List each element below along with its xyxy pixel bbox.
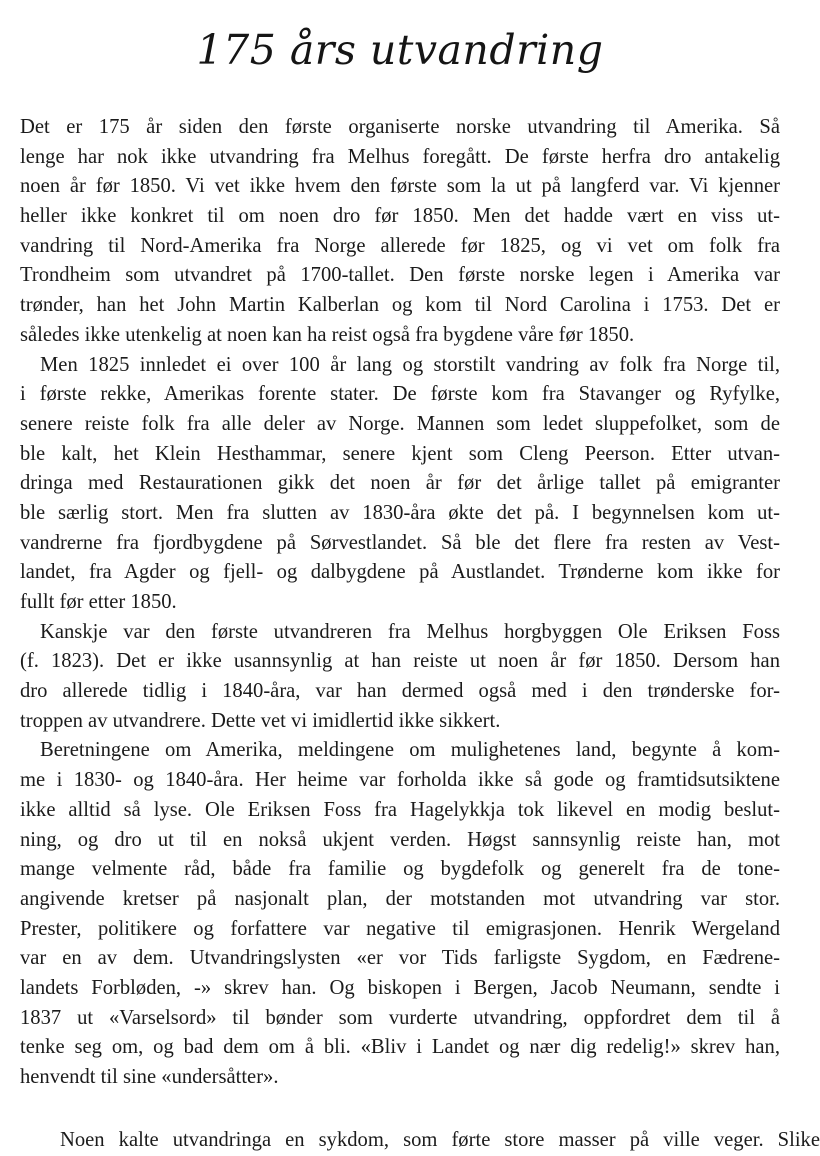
text-line: således ikke utenkelig at noen kan ha reist også fra bygdene våre før 1850.	[20, 323, 635, 346]
text-line: 1837 ut «Varselsord» til bønder som vurderte utvandring, oppfordret dem til å	[20, 1006, 780, 1029]
text-line: lenge har nok ikke utvandring fra Melhus foregått. De første herfra dro antakelig	[20, 145, 780, 168]
text-line: landets Forbløden, -» skrev han. Og biskopen i Bergen, Jacob Neumann, sendte i	[20, 976, 780, 999]
text-line: me i 1830- og 1840-åra. Her heime var forholda ikke så gode og framtidsutsiktene	[20, 769, 780, 792]
text-line: Det er 175 år siden den første organiserte norske utvandring til Amerika. Så	[20, 116, 780, 138]
text-line: i første rekke, Amerikas forente stater. De første kom fra Stavanger og Ryfylke,	[20, 383, 780, 406]
paragraph	[20, 618, 780, 737]
text-line: fullt før etter 1850.	[20, 591, 177, 613]
text-line: heller ikke konkret til om noen dro før 1850. Men det hadde vært en viss ut-	[20, 205, 780, 228]
text-line: noen år før 1850. Vi vet ikke hvem den første som la ut på langferd var. Vi kjenner	[20, 175, 780, 198]
text-line: senere reiste folk fra alle deler av Norge. Mannen som ledet sluppefolket, som de	[20, 412, 780, 435]
text-line: var en av dem. Utvandringslysten «er vor Tids farligste Sygdom, en Fædrene-	[20, 947, 780, 970]
text-line: henvendt til sine «undersåtter».	[20, 1066, 279, 1088]
text-line: tenke seg om, og bad dem om å bli. «Bliv i Landet og nær dig redelig!» skrev han,	[20, 1036, 780, 1059]
text-line: dro allerede tidlig i 1840-åra, var han dermed også med i den trønderske for-	[20, 680, 780, 703]
text-line: ikke alltid så lyse. Ole Eriksen Foss fra Hagelykkja tok likevel en modig beslut-	[20, 798, 780, 821]
paragraph	[20, 113, 780, 351]
page-title: 175 års utvandring	[196, 26, 604, 74]
text-line: ble særlig stort. Men fra slutten av 1830-åra økte det på. I begynnelsen kom ut-	[20, 501, 780, 524]
text-line: angivende kretser på nasjonalt plan, der motstanden mot utvandring var stor.	[20, 887, 780, 910]
text-line: ning, og dro ut til en nokså ukjent verden. Høgst sannsynlig reiste han, mot	[20, 828, 780, 851]
article-body	[20, 113, 820, 1151]
text-line: ble kalt, het Klein Hesthammar, senere kjent som Cleng Peerson. Etter utvan-	[20, 442, 780, 465]
text-line: Men 1825 innledet ei over 100 år lang og storstilt vandring av folk fra Norge til,	[40, 353, 780, 376]
text-line: Prester, politikere og forfattere var negative til emigrasjonen. Henrik Wergeland	[20, 917, 780, 940]
text-line: Trondheim som utvandret på 1700-tallet. Den første norske legen i Amerika var	[20, 264, 780, 287]
text-line: Beretningene om Amerika, meldingene om mulighetenes land, begynte å kom-	[40, 739, 780, 762]
paragraph	[20, 736, 780, 1092]
text-line: landet, fra Agder og fjell- og dalbygdene på Austlandet. Trønderne kom ikke for	[20, 561, 780, 584]
text-line: dringa med Restaurationen gikk det noen år før det årlige tallet på emigranter	[20, 472, 780, 495]
text-line: vandrerne fra fjordbygdene på Sørvestlandet. Så ble det flere fra resten av Vest-	[20, 531, 780, 554]
text-line: troppen av utvandrere. Dette vet vi imidlertid ikke sikkert.	[20, 709, 501, 732]
text-line: (f. 1823). Det er ikke usannsynlig at han reiste ut noen år før 1850. Dersom han	[20, 650, 780, 673]
text-line-cut-off: Noen kalte utvandringa en sykdom, som førte store masser på ville veger. Slike	[60, 1129, 820, 1151]
paragraph	[20, 351, 780, 618]
text-line: mange velmente råd, både fra familie og bygdefolk og generelt fra de tone-	[20, 858, 780, 881]
text-line: Kanskje var den første utvandreren fra Melhus horgbyggen Ole Eriksen Foss	[40, 620, 780, 643]
text-line: trønder, han het John Martin Kalberlan og kom til Nord Carolina i 1753. Det er	[20, 294, 780, 317]
text-line: vandring til Nord-Amerika fra Norge allerede før 1825, og vi vet om folk fra	[20, 234, 780, 257]
